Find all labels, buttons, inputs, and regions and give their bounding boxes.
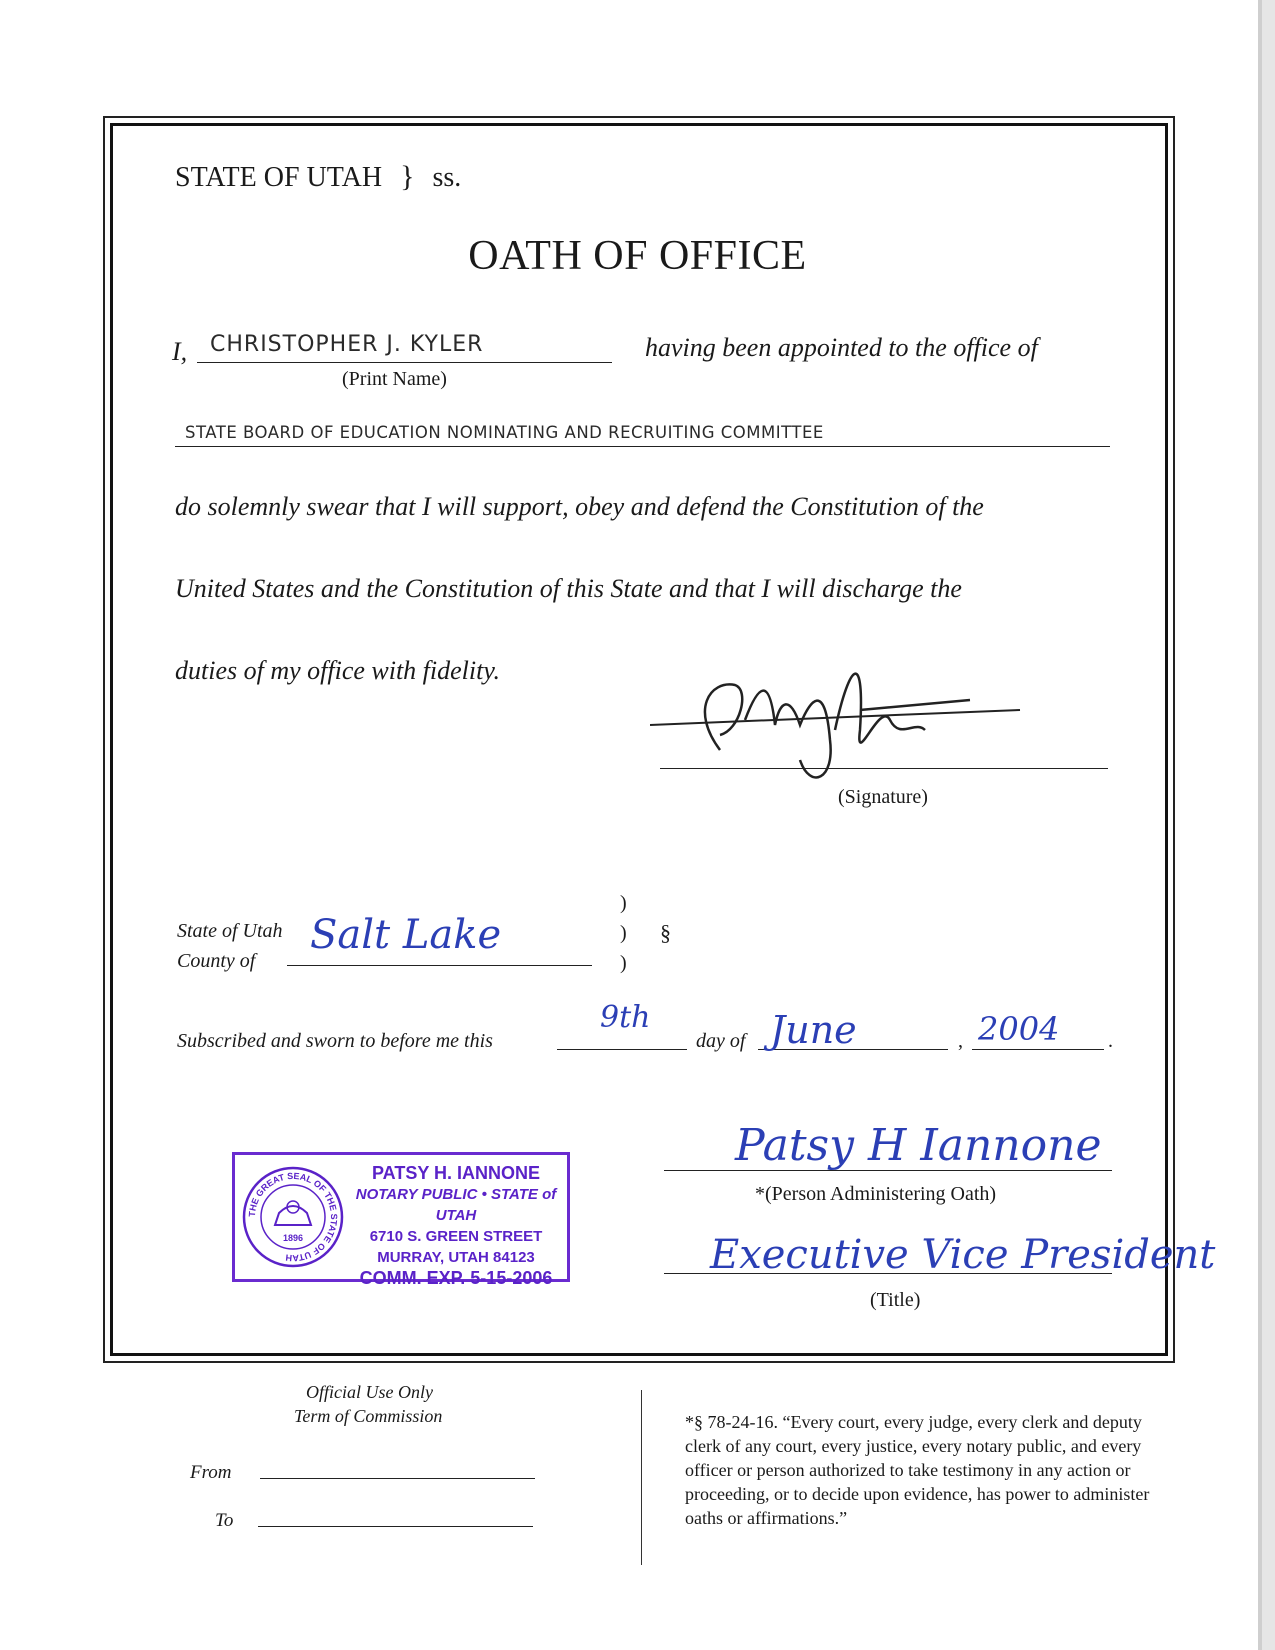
- administrator-line: [664, 1170, 1112, 1171]
- state-of-utah-label: State of Utah: [177, 920, 283, 942]
- office-line: [175, 446, 1110, 447]
- from-label: From: [190, 1462, 232, 1483]
- administrator-caption: *(Person Administering Oath): [755, 1183, 997, 1205]
- stamp-role: NOTARY PUBLIC • STATE of UTAH: [355, 1186, 557, 1224]
- i-label: I,: [172, 337, 188, 366]
- ss-label: ss.: [432, 162, 462, 193]
- administrator-signature: Patsy H Iannone: [735, 1120, 1102, 1171]
- print-name-line: [197, 362, 612, 363]
- print-name-caption: (Print Name): [342, 368, 447, 390]
- oath-line-1: do solemnly swear that I will support, obey and defend the Constitution of the: [175, 492, 984, 521]
- day-value: 9th: [600, 1000, 651, 1035]
- to-line: [258, 1526, 533, 1527]
- county-label: County of: [177, 950, 256, 972]
- seal-ring-text: THE GREAT SEAL OF THE STATE OF UTAH: [246, 1170, 340, 1264]
- to-label: To: [215, 1510, 234, 1531]
- paren-2: ): [620, 922, 627, 944]
- paren-1: ): [620, 892, 627, 914]
- stamp-street: 6710 S. GREEN STREET: [369, 1228, 543, 1245]
- stamp-expiry: COMM. EXP. 5-15-2006: [359, 1268, 553, 1288]
- year-value: 2004: [978, 1010, 1060, 1048]
- oath-signature-scribble: [650, 640, 1030, 810]
- stamp-text: [347, 1163, 565, 1289]
- title-line: [664, 1273, 1112, 1274]
- county-line: [287, 965, 592, 966]
- notary-stamp: [232, 1152, 570, 1288]
- signature-line: [660, 768, 1108, 769]
- statute-footnote: *§ 78-24-16. “Every court, every judge, every clerk and deputy clerk of any court, every justice, every notary public, and every officer or person authorized to take testimony in any action or proceeding, or to decide upon evidence, has power to administer oaths or affirmations.”: [685, 1412, 1150, 1528]
- official-use-heading: Official Use Only: [306, 1382, 433, 1402]
- brace: }: [400, 160, 415, 193]
- section-symbol: §: [660, 920, 671, 945]
- period: .: [1108, 1030, 1113, 1052]
- day-of-text: day of: [696, 1030, 746, 1052]
- appointed-text: having been appointed to the office of: [645, 333, 1038, 362]
- seal-year: 1896: [282, 1233, 304, 1243]
- document-title: OATH OF OFFICE: [468, 233, 807, 279]
- paren-3: ): [620, 952, 627, 974]
- year-line: [972, 1049, 1104, 1050]
- oath-line-2: United States and the Constitution of this State and that I will discharge the: [175, 574, 962, 603]
- print-name-value: CHRISTOPHER J. KYLER: [210, 332, 484, 357]
- stamp-name: PATSY H. IANNONE: [371, 1163, 541, 1183]
- office-value: STATE BOARD OF EDUCATION NOMINATING AND RECRUITING COMMITTEE: [185, 423, 824, 442]
- comma: ,: [958, 1030, 963, 1052]
- state-seal-icon: [241, 1165, 345, 1269]
- title-caption: (Title): [870, 1289, 921, 1311]
- title-value: Executive Vice President: [710, 1232, 1216, 1278]
- state-header: [175, 160, 461, 194]
- month-value: June: [770, 1008, 857, 1052]
- day-line: [557, 1049, 687, 1050]
- subscribed-text: Subscribed and sworn to before me this: [177, 1030, 493, 1052]
- county-value: Salt Lake: [310, 912, 502, 958]
- signature-caption: (Signature): [838, 786, 928, 808]
- term-of-commission-heading: Term of Commission: [294, 1406, 443, 1426]
- oath-line-3: duties of my office with fidelity.: [175, 656, 500, 685]
- stamp-city: MURRAY, UTAH 84123: [377, 1249, 535, 1266]
- state-name: STATE OF UTAH: [175, 162, 383, 193]
- from-line: [260, 1478, 535, 1479]
- section-divider: [641, 1390, 642, 1565]
